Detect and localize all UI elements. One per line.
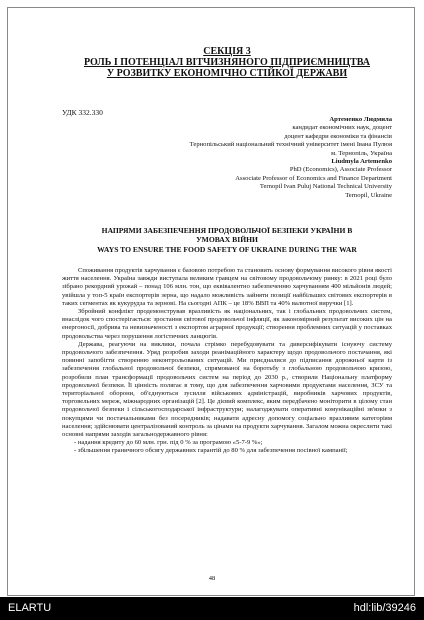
author-degree-ua: кандидат економічних наук, доцент	[292, 124, 392, 132]
author-city-ua: м. Тернопіль, Україна	[330, 149, 392, 157]
article-title-ua-line-2: УМОВАХ ВІЙНИ	[196, 235, 258, 245]
footer-repository-name: ELARTU	[8, 602, 52, 614]
page-frame	[7, 7, 415, 596]
footer-bar	[0, 597, 424, 620]
section-number: СЕКЦІЯ 3	[203, 46, 251, 57]
section-title-line-2: У РОЗВИТКУ ЕКОНОМІЧНО СТІЙКОЇ ДЕРЖАВИ	[106, 68, 348, 79]
list-item: - надання кредиту до 60 млн. грн. під 0 % за програмою «5-7-9 %»;	[74, 439, 263, 447]
footer-handle-link[interactable]: hdl:lib/39246	[353, 602, 416, 614]
author-name-ua: Артеменко Людмила	[329, 116, 392, 123]
author-position-en: Associate Professor of Economics and Finance Department	[235, 174, 392, 182]
list-item: - збільшення граничного обсягу державних гарантій до 80 % для забезпечення посівної кампанії;	[74, 447, 348, 455]
section-title-line-1: РОЛЬ І ПОТЕНЦІАЛ ВІТЧИЗНЯНОГО ПІДПРИЄМНИЦТВА	[83, 57, 371, 68]
author-info	[122, 116, 392, 200]
page-number: 48	[208, 575, 216, 582]
paragraph: Споживання продуктів харчування є базовою потребою та становить основу формування високого рівня якості життя населення. Україна завжди виступала великим гравцем на світовому продовольчому ринку: в 2021 році було зібрано рекордний урожай – понад 106 млн. тон, що еквівалентно забезпеченню харчуванням 400 мільйонів людей; увійшла у топ-5 країн експортерів зерна, що надало можливість зайняти позиції найбільших світових експортерів в таких сегментах як кукурудза та зернові. На сьогодні АПК – це 18% ВВП та 40% валютної виручки [1].	[62, 267, 392, 307]
author-name-en: Liudmyla Artemenko	[331, 158, 392, 166]
article-title-ua-line-1: НАПРЯМИ ЗАБЕЗПЕЧЕННЯ ПРОДОВОЛЬЧОЇ БЕЗПЕКИ УКРАЇНИ В	[101, 226, 353, 235]
author-university-en: Ternopil Ivan Puluj National Technical University	[259, 183, 392, 191]
section-header	[62, 46, 392, 79]
document-page	[62, 46, 392, 455]
author-city-en: Ternopil, Ukraine	[345, 191, 392, 199]
article-title	[62, 226, 392, 254]
author-university-ua: Тернопільський національний технічний університет імені Івана Пулюя	[189, 141, 392, 149]
author-position-ua: доцент кафедри економіки та фінансів	[284, 132, 392, 140]
udk-code: УДК 332.330	[62, 108, 103, 117]
article-title-en: WAYS TO ENSURE THE FOOD SAFETY OF UKRAINE DURING THE WAR	[97, 244, 357, 254]
author-degree-en: PhD (Economics), Associate Professor	[289, 166, 392, 174]
paragraph: Держава, реагуючи на виклики, почала стрімко перебудовувати та диверсифікувати існуючу систему продовольчого забезпечення. Уряд розробив заходи реанімаційного характеру щодо продовольчого постачання, які повинні запобігти створенню неконтрольованих ситуацій. Ми приєдналися до підписання дорожньої карти із забезпечення глобальної продовольчої безпеки, спрямованої на боротьбу з глобальною продовольчою кризою, розробили план трансформації продовольчих систем на період до 2030 р., створили Національну платформу продовольчої безпеки. Її цінність полягає в тому, що для забезпечення харчовими продуктами населення, ЗСУ та територіальної оборони, об'єднуються зусилля військових адміністрацій, виробників харчових продуктів, торговельних мереж, міжнародних організацій [2]. Це дієвий комплекс, яким передбачено моніторити в цілому стан продовольчої безпеки і сільськогосподарської інфраструктури; налагоджувати оперативні комунікаційні зв'язки з покупцями чи постачальниками без посередників; надавати адресну допомогу соціально вразливим категоріям населення; здійснювати централізований контроль за цінами на продукти харчування. Загалом можна окреслити такі основні напрями заходів загальнодержавного рівня:	[62, 340, 392, 439]
paragraph: Збройний конфлікт продемонстрував вразливість як національних, так і глобальних продовольчих систем, внаслідок чого спостерігається: зростання світової продовольчої інфляції, як закономірний результат високих цін на енергоносії, добрива та невизначеності з експортом аграрної продукції; створення проблемних ситуацій у поставках продовольства через порушення логістичних ланцюгів.	[62, 308, 392, 340]
article-body	[62, 267, 392, 456]
